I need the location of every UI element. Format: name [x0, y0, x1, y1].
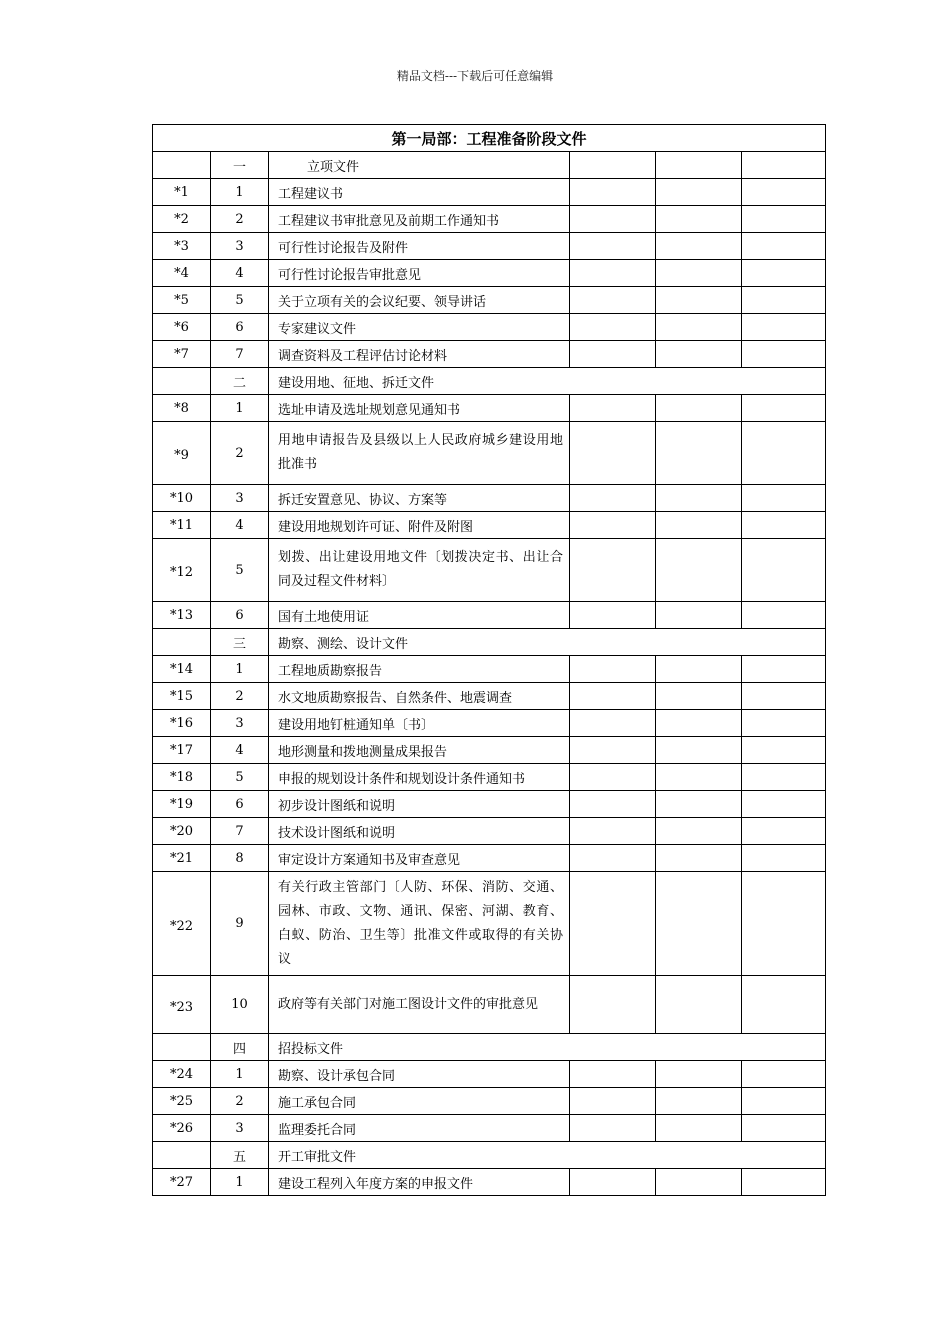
item-name: [269, 1061, 570, 1088]
empty-cell: [742, 1061, 826, 1088]
item-name-text: 审定设计方案通知书及审查意见: [278, 852, 461, 868]
table-row: [153, 1088, 826, 1115]
empty-cell: [742, 764, 826, 791]
item-name: [269, 341, 570, 368]
empty-cell: [656, 233, 742, 260]
empty-cell: [742, 791, 826, 818]
item-name-text: 建设用地规划许可证、附件及附图: [278, 519, 474, 535]
empty-cell: [570, 179, 656, 206]
item-number: 6: [211, 791, 269, 818]
item-number: 3: [211, 485, 269, 512]
empty-cell: [570, 395, 656, 422]
empty-cell: [742, 656, 826, 683]
item-code: *5: [153, 287, 211, 314]
item-name: [269, 314, 570, 341]
empty-cell: [742, 233, 826, 260]
item-name-text: 初步设计图纸和说明: [278, 798, 396, 814]
empty-cell: [656, 683, 742, 710]
table-row: [153, 976, 826, 1034]
table-row: [153, 1169, 826, 1196]
item-number: 3: [211, 233, 269, 260]
empty-cell: [570, 710, 656, 737]
empty-cell: [742, 512, 826, 539]
item-code: *3: [153, 233, 211, 260]
item-number: 2: [211, 422, 269, 485]
item-code: *7: [153, 341, 211, 368]
section-code-cell: [153, 1142, 211, 1169]
item-name: [269, 287, 570, 314]
item-name-text: 可行性讨论报告及附件: [278, 240, 409, 256]
empty-cell: [570, 260, 656, 287]
empty-cell: [656, 512, 742, 539]
item-name-text: 水文地质勘察报告、自然条件、地震调查: [278, 690, 513, 706]
item-number: 2: [211, 683, 269, 710]
item-number: 4: [211, 260, 269, 287]
item-number: 10: [211, 976, 269, 1034]
section-code-cell: [153, 152, 211, 179]
empty-cell: [570, 287, 656, 314]
empty-cell: [570, 539, 656, 602]
item-name: [269, 737, 570, 764]
empty-cell: [570, 818, 656, 845]
empty-cell: [656, 656, 742, 683]
empty-cell: [570, 1088, 656, 1115]
section-title: 建设用地、征地、拆迁文件: [269, 368, 826, 395]
table-row: [153, 1061, 826, 1088]
table-row: [153, 233, 826, 260]
item-name-text: 工程地质勘察报告: [278, 663, 383, 679]
empty-cell: [742, 737, 826, 764]
item-code: *10: [153, 485, 211, 512]
empty-cell: [742, 341, 826, 368]
empty-cell: [570, 422, 656, 485]
empty-cell: [656, 845, 742, 872]
section-title: 开工审批文件: [269, 1142, 826, 1169]
section-row: [153, 152, 826, 179]
item-name: [269, 818, 570, 845]
table-row: [153, 737, 826, 764]
item-name: [269, 1169, 570, 1196]
item-name-text: 拆迁安置意见、协议、方案等: [278, 492, 448, 508]
empty-cell: [570, 872, 656, 976]
table-row: [153, 656, 826, 683]
item-name: [269, 791, 570, 818]
item-number: 6: [211, 314, 269, 341]
empty-cell: [742, 845, 826, 872]
empty-cell: [656, 314, 742, 341]
empty-cell: [656, 260, 742, 287]
item-name: [269, 260, 570, 287]
item-name: [269, 683, 570, 710]
table-row: [153, 341, 826, 368]
section-title: 立项文件: [269, 152, 570, 179]
empty-cell: [742, 152, 826, 179]
item-name-text: 划拨、出让建设用地文件〔划拨决定书、出让合同及过程文件材料〕: [278, 550, 563, 589]
empty-cell: [742, 1115, 826, 1142]
empty-cell: [656, 764, 742, 791]
empty-cell: [656, 152, 742, 179]
section-number: 一: [211, 152, 269, 179]
item-name-text: 政府等有关部门对施工图设计文件的审批意见: [278, 996, 539, 1012]
item-name: [269, 485, 570, 512]
item-name-text: 技术设计图纸和说明: [278, 825, 396, 841]
item-code: *12: [153, 539, 211, 602]
item-code: *27: [153, 1169, 211, 1196]
table-row: [153, 395, 826, 422]
item-name-text: 可行性讨论报告审批意见: [278, 267, 422, 283]
page-header-watermark: 精品文档---下载后可任意编辑: [396, 69, 554, 83]
empty-cell: [570, 791, 656, 818]
table-row: [153, 260, 826, 287]
empty-cell: [656, 206, 742, 233]
table-row: [153, 791, 826, 818]
empty-cell: [570, 656, 656, 683]
section-code-cell: [153, 629, 211, 656]
item-number: 1: [211, 179, 269, 206]
item-name: [269, 233, 570, 260]
item-code: *2: [153, 206, 211, 233]
item-name-text: 申报的规划设计条件和规划设计条件通知书: [278, 771, 526, 787]
section-title: 招投标文件: [269, 1034, 826, 1061]
section-row: [153, 1142, 826, 1169]
table-row: [153, 1115, 826, 1142]
section-number: 二: [211, 368, 269, 395]
item-number: 1: [211, 656, 269, 683]
item-code: *1: [153, 179, 211, 206]
empty-cell: [742, 539, 826, 602]
document-table: [152, 124, 826, 1196]
item-code: *8: [153, 395, 211, 422]
item-number: 2: [211, 1088, 269, 1115]
empty-cell: [742, 287, 826, 314]
empty-cell: [742, 395, 826, 422]
empty-cell: [656, 710, 742, 737]
empty-cell: [656, 791, 742, 818]
empty-cell: [656, 872, 742, 976]
section-row: [153, 368, 826, 395]
item-code: *24: [153, 1061, 211, 1088]
empty-cell: [656, 1088, 742, 1115]
empty-cell: [742, 260, 826, 287]
item-number: 7: [211, 818, 269, 845]
empty-cell: [570, 845, 656, 872]
section-number: 五: [211, 1142, 269, 1169]
empty-cell: [570, 976, 656, 1034]
item-name: [269, 872, 570, 976]
table-row: [153, 314, 826, 341]
section-code-cell: [153, 368, 211, 395]
item-code: *13: [153, 602, 211, 629]
item-name-text: 专家建议文件: [278, 321, 357, 337]
empty-cell: [742, 206, 826, 233]
empty-cell: [656, 602, 742, 629]
item-code: *25: [153, 1088, 211, 1115]
table-row: [153, 845, 826, 872]
empty-cell: [656, 1115, 742, 1142]
empty-cell: [570, 1061, 656, 1088]
item-name-text: 工程建议书审批意见及前期工作通知书: [278, 213, 500, 229]
section-row: [153, 629, 826, 656]
table-row: [153, 485, 826, 512]
item-name-text: 建设工程列入年度方案的申报文件: [278, 1176, 474, 1192]
item-number: 4: [211, 512, 269, 539]
empty-cell: [742, 179, 826, 206]
item-code: *15: [153, 683, 211, 710]
empty-cell: [656, 422, 742, 485]
empty-cell: [742, 1169, 826, 1196]
item-name: [269, 656, 570, 683]
table-row: [153, 206, 826, 233]
item-number: 9: [211, 872, 269, 976]
table-title: 第一局部：工程准备阶段文件: [153, 125, 826, 152]
empty-cell: [570, 206, 656, 233]
item-name: [269, 395, 570, 422]
empty-cell: [656, 1169, 742, 1196]
table-row: [153, 539, 826, 602]
empty-cell: [570, 341, 656, 368]
empty-cell: [570, 1115, 656, 1142]
empty-cell: [656, 539, 742, 602]
empty-cell: [570, 152, 656, 179]
empty-cell: [656, 818, 742, 845]
item-code: *11: [153, 512, 211, 539]
item-name: [269, 1115, 570, 1142]
empty-cell: [742, 818, 826, 845]
item-name-text: 关于立项有关的会议纪要、领导讲话: [278, 294, 487, 310]
item-name: [269, 179, 570, 206]
empty-cell: [742, 602, 826, 629]
section-number: 四: [211, 1034, 269, 1061]
item-name: [269, 422, 570, 485]
empty-cell: [570, 233, 656, 260]
empty-cell: [570, 683, 656, 710]
item-name: [269, 206, 570, 233]
empty-cell: [656, 485, 742, 512]
empty-cell: [742, 872, 826, 976]
table-row: [153, 764, 826, 791]
empty-cell: [570, 602, 656, 629]
table-row: [153, 422, 826, 485]
empty-cell: [742, 314, 826, 341]
item-code: *9: [153, 422, 211, 485]
item-code: *20: [153, 818, 211, 845]
empty-cell: [570, 314, 656, 341]
item-number: 5: [211, 764, 269, 791]
empty-cell: [570, 737, 656, 764]
item-number: 5: [211, 287, 269, 314]
item-code: *26: [153, 1115, 211, 1142]
section-number: 三: [211, 629, 269, 656]
empty-cell: [742, 485, 826, 512]
section-code-cell: [153, 1034, 211, 1061]
empty-cell: [656, 1061, 742, 1088]
item-name: [269, 1088, 570, 1115]
item-code: *19: [153, 791, 211, 818]
item-number: 8: [211, 845, 269, 872]
table-row: [153, 512, 826, 539]
empty-cell: [570, 764, 656, 791]
empty-cell: [656, 179, 742, 206]
empty-cell: [570, 485, 656, 512]
item-name-text: 选址申请及选址规划意见通知书: [278, 402, 461, 418]
item-name-text: 调查资料及工程评估讨论材料: [278, 348, 448, 364]
item-number: 5: [211, 539, 269, 602]
item-number: 3: [211, 1115, 269, 1142]
empty-cell: [656, 395, 742, 422]
item-name-text: 工程建议书: [278, 186, 344, 202]
item-code: *21: [153, 845, 211, 872]
item-name-text: 施工承包合同: [278, 1095, 357, 1111]
item-code: *4: [153, 260, 211, 287]
empty-cell: [742, 1088, 826, 1115]
item-name: [269, 710, 570, 737]
item-name: [269, 845, 570, 872]
item-code: *23: [153, 976, 211, 1034]
empty-cell: [656, 341, 742, 368]
table-row: [153, 710, 826, 737]
empty-cell: [742, 976, 826, 1034]
section-row: [153, 1034, 826, 1061]
item-number: 1: [211, 1061, 269, 1088]
empty-cell: [570, 1169, 656, 1196]
item-code: *16: [153, 710, 211, 737]
empty-cell: [570, 512, 656, 539]
item-number: 4: [211, 737, 269, 764]
table-row: [153, 287, 826, 314]
empty-cell: [742, 710, 826, 737]
empty-cell: [742, 683, 826, 710]
item-name-text: 建设用地钉桩通知单〔书〕: [278, 717, 435, 733]
section-title: 勘察、测绘、设计文件: [269, 629, 826, 656]
item-number: 3: [211, 710, 269, 737]
item-name: [269, 764, 570, 791]
table-row: [153, 179, 826, 206]
table-row: [153, 602, 826, 629]
item-number: 2: [211, 206, 269, 233]
item-name-text: 有关行政主管部门〔人防、环保、消防、交通、园林、市政、文物、通讯、保密、河湖、教育、白蚁、防治、卫生等〕批准文件或取得的有关协议: [278, 879, 563, 967]
item-number: 6: [211, 602, 269, 629]
item-name-text: 地形测量和拨地测量成果报告: [278, 744, 448, 760]
item-code: *14: [153, 656, 211, 683]
empty-cell: [656, 287, 742, 314]
item-code: *22: [153, 872, 211, 976]
item-name: [269, 512, 570, 539]
empty-cell: [656, 737, 742, 764]
table-row: [153, 872, 826, 976]
item-number: 7: [211, 341, 269, 368]
item-name-text: 用地申请报告及县级以上人民政府城乡建设用地批准书: [278, 433, 563, 472]
item-number: 1: [211, 395, 269, 422]
item-name-text: 监理委托合同: [278, 1122, 357, 1138]
empty-cell: [656, 976, 742, 1034]
item-name-text: 勘察、设计承包合同: [278, 1068, 396, 1084]
item-code: *17: [153, 737, 211, 764]
empty-cell: [742, 422, 826, 485]
table-row: [153, 818, 826, 845]
item-name: [269, 976, 570, 1034]
item-name-text: 国有土地使用证: [278, 609, 370, 625]
item-number: 1: [211, 1169, 269, 1196]
item-code: *18: [153, 764, 211, 791]
table-row: [153, 683, 826, 710]
item-code: *6: [153, 314, 211, 341]
item-name: [269, 602, 570, 629]
item-name: [269, 539, 570, 602]
